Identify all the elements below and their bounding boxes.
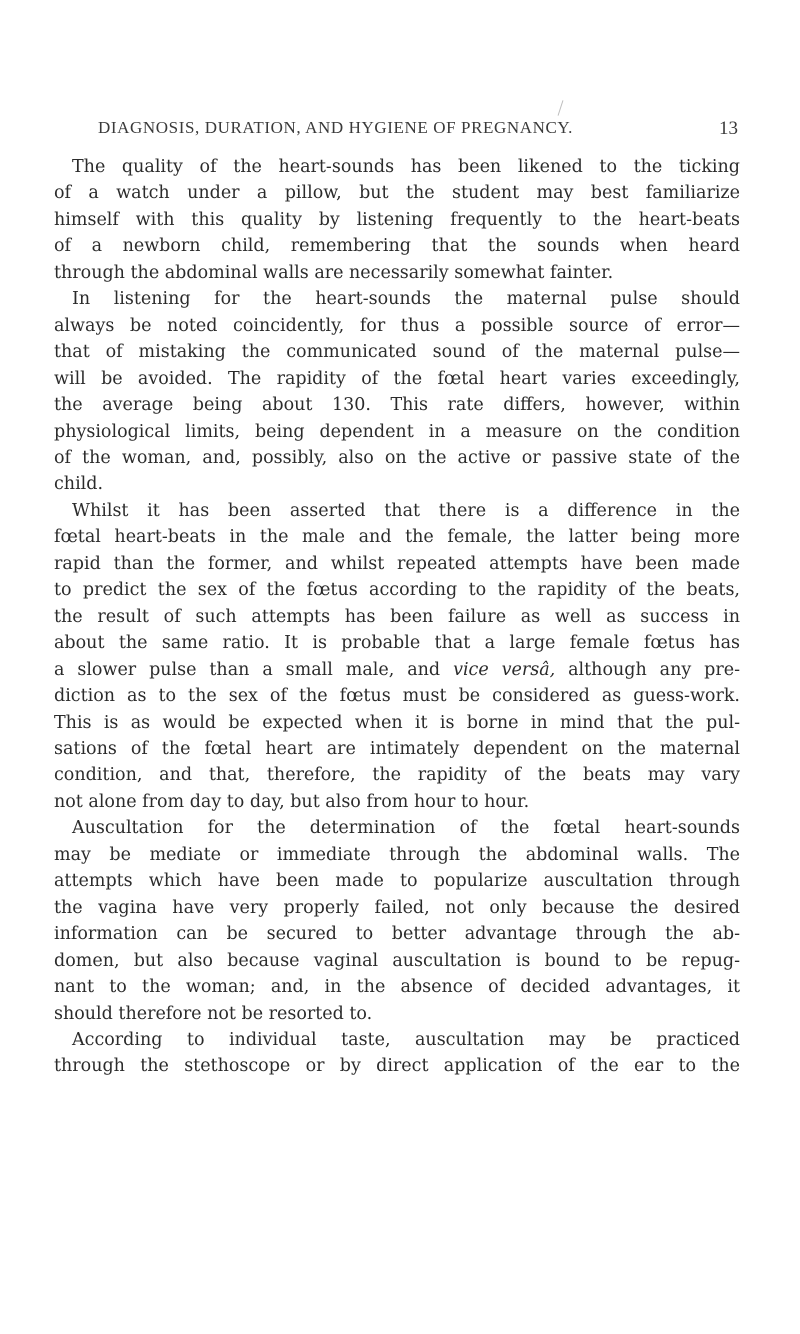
text-line: of a newborn child, remembering that the sounds when heard <box>54 236 740 257</box>
body-text <box>54 154 740 1080</box>
text-line: attempts which have been made to popularize auscultation through <box>54 871 740 892</box>
text-line: may be mediate or immediate through the abdominal walls. The <box>54 844 740 865</box>
text-line: the vagina have very properly failed, not only because the desired <box>54 897 740 918</box>
text-line: not alone from day to day, but also from hour to hour. <box>54 791 530 812</box>
italic-phrase: vice versâ, <box>453 659 556 680</box>
text-line: fœtal heart-beats in the male and the female, the latter being more <box>54 527 740 548</box>
text-line <box>54 657 740 683</box>
text-line: nant to the woman; and, in the absence of decided advantages, it <box>54 977 740 998</box>
text-line: diction as to the sex of the fœtus must be considered as guess-work. <box>54 686 740 707</box>
text-line: The quality of the heart-sounds has been likened to the ticking <box>72 157 740 177</box>
text-line: always be noted coincidently, for thus a possible source of error— <box>54 315 740 336</box>
text-line: of a watch under a pillow, but the student may best familiarize <box>54 183 740 204</box>
text-line: should therefore not be resorted to. <box>54 1003 373 1024</box>
text-line: This is as would be expected when it is borne in mind that the pul- <box>54 712 740 733</box>
text-line: of the woman, and, possibly, also on the active or passive state of the <box>54 447 740 468</box>
text-line: will be avoided. The rapidity of the fœtal heart varies exceedingly, <box>54 368 740 389</box>
running-head <box>98 118 738 142</box>
text-segment: a slower pulse than a small male, and <box>54 659 454 680</box>
text-line: about the same ratio. It is probable that a large female fœtus has <box>54 633 740 654</box>
text-line: sations of the fœtal heart are intimately dependent on the maternal <box>54 738 740 759</box>
page-number: 13 <box>719 118 738 139</box>
text-line: Auscultation for the determination of the fœtal heart-sounds <box>72 818 740 839</box>
text-line: information can be secured to better advantage through the ab- <box>54 924 740 945</box>
text-line: through the abdominal walls are necessarily somewhat fainter. <box>54 262 614 283</box>
text-line: child. <box>54 474 104 495</box>
text-line: Whilst it has been asserted that there is a difference in the <box>72 500 740 521</box>
text-line: In listening for the heart-sounds the maternal pulse should <box>72 289 740 310</box>
text-line: through the stethoscope or by direct application of the ear to the <box>54 1056 740 1077</box>
text-line: to predict the sex of the fœtus according to the rapidity of the beats, <box>54 580 740 601</box>
text-line: that of mistaking the communicated sound of the maternal pulse— <box>54 342 740 363</box>
text-line: himself with this quality by listening frequently to the heart-beats <box>54 209 740 230</box>
text-line: the average being about 130. This rate differs, however, within <box>54 395 740 416</box>
margin-mark <box>558 100 564 116</box>
text-line: domen, but also because vaginal auscultation is bound to be repug- <box>54 950 740 971</box>
text-line: the result of such attempts has been failure as well as success in <box>54 606 740 627</box>
text-segment: although any pre- <box>555 659 740 680</box>
text-line: physiological limits, being dependent in a measure on the condition <box>54 421 740 442</box>
running-title: DIAGNOSIS, DURATION, AND HYGIENE OF PREGNANCY. <box>98 118 573 137</box>
text-line: condition, and that, therefore, the rapidity of the beats may vary <box>54 765 740 786</box>
text-line: According to individual taste, auscultation may be practiced <box>72 1029 740 1050</box>
text-line: rapid than the former, and whilst repeated attempts have been made <box>54 553 740 574</box>
